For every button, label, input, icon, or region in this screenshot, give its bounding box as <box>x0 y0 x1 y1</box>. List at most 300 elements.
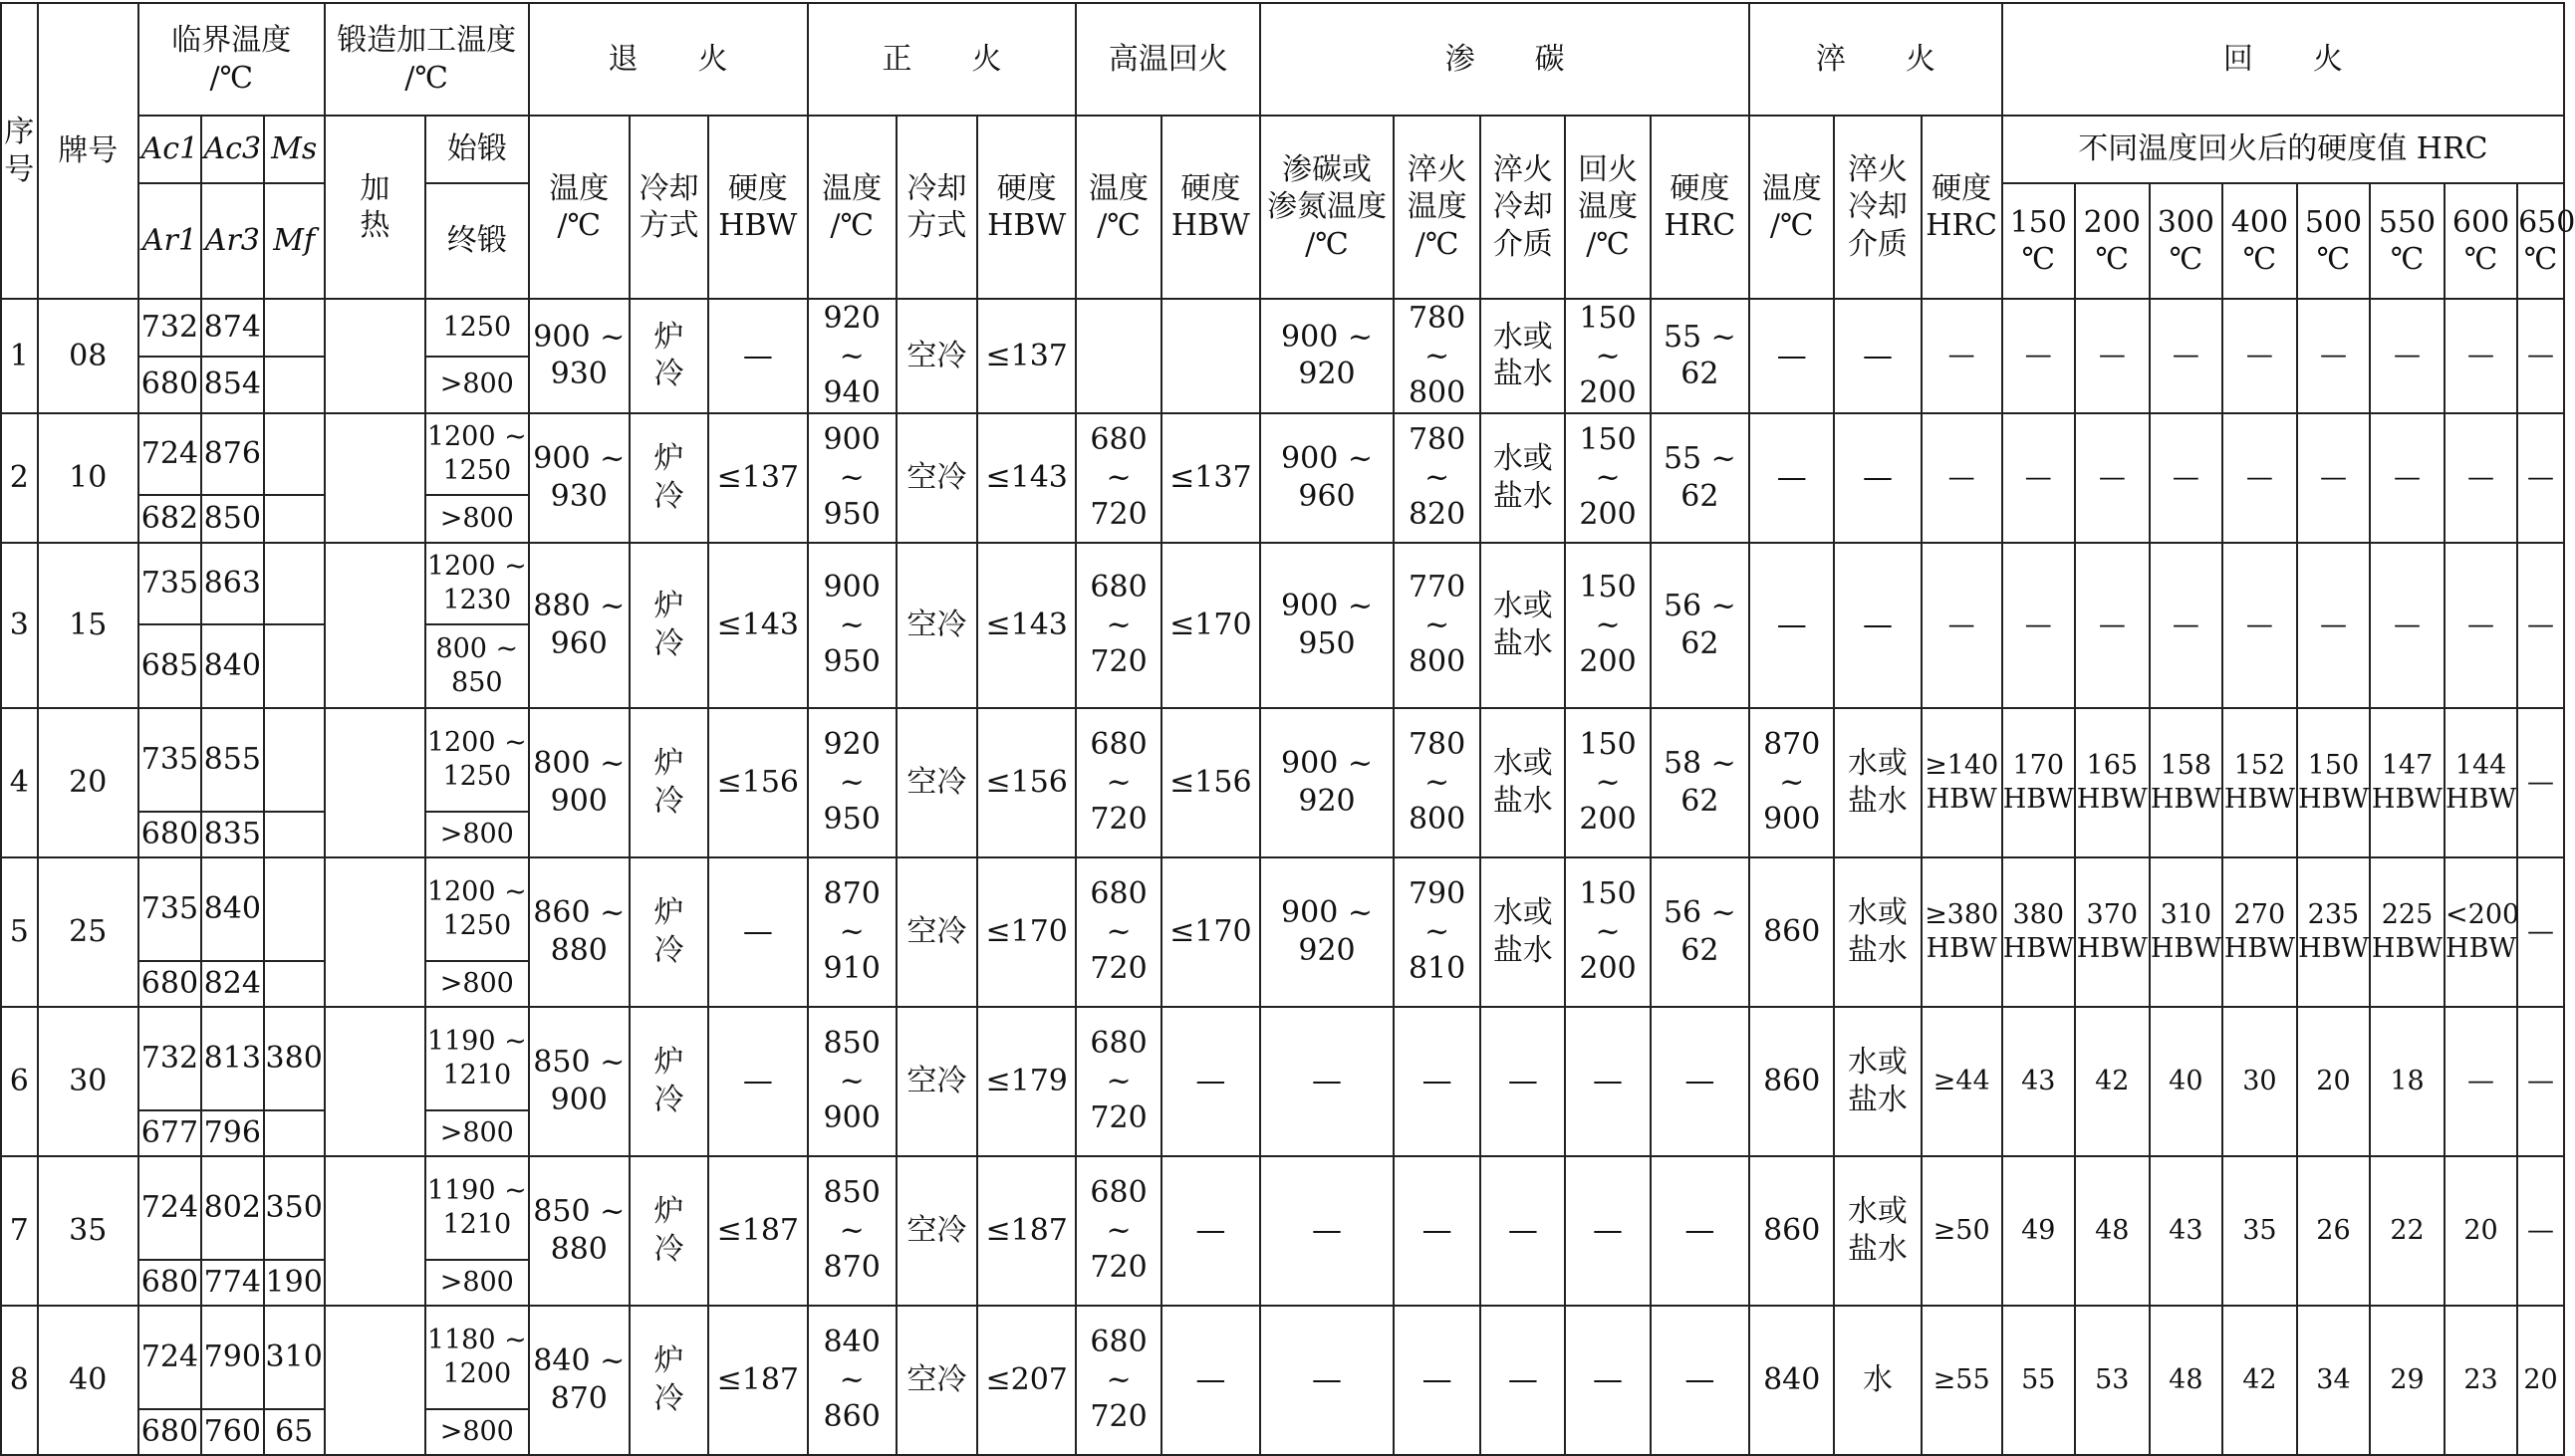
row-anneal-temp: 900 ~ 930 <box>529 413 630 543</box>
row-heating <box>325 708 425 857</box>
header-annealing-temp: 温度 /℃ <box>529 116 630 299</box>
row-end-forging: >800 <box>425 357 528 413</box>
header-high-temp-temp: 温度 /℃ <box>1076 116 1160 299</box>
row-temper-value: 22 <box>2370 1156 2445 1306</box>
header-carb-temp: 渗碳或 渗氮温度 /℃ <box>1260 116 1394 299</box>
heat-treatment-table <box>0 2 2575 1456</box>
row-temper-value: — <box>2370 299 2445 413</box>
row-seq: 3 <box>1 543 38 708</box>
row-mf <box>264 495 325 543</box>
row-temper-value: — <box>2150 413 2222 543</box>
row-ar3: 850 <box>201 495 264 543</box>
row-normal-cooling: 空冷 <box>897 857 977 1007</box>
header-ar3: Ar3 <box>201 183 264 299</box>
row-ac1: 724 <box>138 1306 201 1409</box>
row-temper-value: — <box>2222 413 2297 543</box>
header-annealing-hardness: 硬度 HBW <box>708 116 807 299</box>
row-anneal-temp: 850 ~ 880 <box>529 1156 630 1306</box>
row-mf: 65 <box>264 1409 325 1455</box>
row-mf <box>264 357 325 413</box>
row-start-forging: 1190 ~ 1210 <box>425 1007 528 1110</box>
row-anneal-cooling: 炉 冷 <box>630 543 708 708</box>
row-ac1: 735 <box>138 857 201 961</box>
row-ac3: 874 <box>201 299 264 357</box>
row-anneal-hardness: ≤187 <box>708 1156 807 1306</box>
row-ms <box>264 299 325 357</box>
row-temper-value: — <box>2445 1007 2517 1156</box>
row-heating <box>325 413 425 543</box>
row-quench-hardness: — <box>1922 299 2002 413</box>
table-row <box>1 1156 2564 1260</box>
row-carb-temper: — <box>1565 1007 1650 1156</box>
row-carb-hardness: — <box>1651 1007 1749 1156</box>
row-ac3: 840 <box>201 857 264 961</box>
row-mf <box>264 961 325 1007</box>
row-normal-temp: 850 ~ 900 <box>808 1007 897 1156</box>
row-anneal-temp: 800 ~ 900 <box>529 708 630 857</box>
row-hightemp-hardness: ≤137 <box>1161 413 1260 543</box>
row-seq: 8 <box>1 1306 38 1455</box>
row-anneal-hardness: ≤187 <box>708 1306 807 1455</box>
row-temper-value: — <box>2297 413 2370 543</box>
row-temper-value: — <box>2075 299 2150 413</box>
row-ar3: 760 <box>201 1409 264 1455</box>
row-carb-quench-temp: — <box>1394 1306 1480 1455</box>
row-carb-temp: — <box>1260 1007 1394 1156</box>
row-carb-quench-temp: — <box>1394 1007 1480 1156</box>
row-anneal-cooling: 炉 冷 <box>630 1156 708 1306</box>
row-quench-temp: — <box>1749 413 1834 543</box>
row-carb-quench-temp: — <box>1394 1156 1480 1306</box>
row-temper-value: — <box>2445 299 2517 413</box>
header-temper-500: 500 ℃ <box>2297 183 2370 299</box>
table-row <box>1 413 2564 495</box>
row-carb-temp: 900 ~ 950 <box>1260 543 1394 708</box>
row-ac1: 724 <box>138 1156 201 1260</box>
row-ms: 310 <box>264 1306 325 1409</box>
row-mf <box>264 1110 325 1156</box>
table-row <box>1 708 2564 812</box>
row-carb-medium: — <box>1480 1156 1565 1306</box>
row-temper-value: 34 <box>2297 1306 2370 1455</box>
row-carb-medium: 水或 盐水 <box>1480 299 1565 413</box>
row-quench-hardness: — <box>1922 543 2002 708</box>
row-anneal-temp: 880 ~ 960 <box>529 543 630 708</box>
row-quench-medium: 水 <box>1834 1306 1921 1455</box>
row-normal-temp: 840 ~ 860 <box>808 1306 897 1455</box>
header-critical-temp: 临界温度 /℃ <box>138 3 325 116</box>
row-normal-cooling: 空冷 <box>897 543 977 708</box>
header-temper-300: 300 ℃ <box>2150 183 2222 299</box>
row-quench-temp: 860 <box>1749 857 1834 1007</box>
row-normal-temp: 920 ~ 950 <box>808 708 897 857</box>
header-carb-hardness: 硬度 HRC <box>1651 116 1749 299</box>
row-temper-value: 42 <box>2075 1007 2150 1156</box>
header-start-forging: 始锻 <box>425 116 528 183</box>
row-temper-value: — <box>2370 543 2445 708</box>
header-normalizing-cooling: 冷却 方式 <box>897 116 977 299</box>
row-quench-hardness: — <box>1922 413 2002 543</box>
row-temper-value: — <box>2150 299 2222 413</box>
row-temper-value: 150 HBW <box>2297 708 2370 857</box>
row-temper-value: — <box>2297 299 2370 413</box>
row-ac1: 735 <box>138 708 201 812</box>
row-carb-medium: — <box>1480 1306 1565 1455</box>
row-quench-temp: — <box>1749 299 1834 413</box>
row-carb-temper: 150 ~ 200 <box>1565 857 1650 1007</box>
header-quench-temp: 温度 /℃ <box>1749 116 1834 299</box>
row-temper-value: 152 HBW <box>2222 708 2297 857</box>
row-grade: 15 <box>38 543 138 708</box>
row-anneal-cooling: 炉 冷 <box>630 708 708 857</box>
row-grade: 40 <box>38 1306 138 1455</box>
row-seq: 4 <box>1 708 38 857</box>
row-temper-value: 42 <box>2222 1306 2297 1455</box>
row-carb-temp: — <box>1260 1306 1394 1455</box>
row-temper-value: 165 HBW <box>2075 708 2150 857</box>
row-anneal-temp: 900 ~ 930 <box>529 299 630 413</box>
row-ms <box>264 543 325 624</box>
row-temper-value: — <box>2222 543 2297 708</box>
row-heating <box>325 1306 425 1455</box>
table-row <box>1 1306 2564 1409</box>
row-end-forging: >800 <box>425 1260 528 1306</box>
row-hightemp-temp: 680 ~ 720 <box>1076 1306 1160 1455</box>
row-normal-temp: 900 ~ 950 <box>808 543 897 708</box>
row-ac3: 876 <box>201 413 264 495</box>
row-normal-cooling: 空冷 <box>897 413 977 543</box>
row-temper-value: 48 <box>2075 1156 2150 1306</box>
row-carb-temp: 900 ~ 920 <box>1260 299 1394 413</box>
row-temper-value: 380 HBW <box>2002 857 2075 1007</box>
row-ac3: 790 <box>201 1306 264 1409</box>
row-ms <box>264 413 325 495</box>
row-ac1: 735 <box>138 543 201 624</box>
row-end-forging: >800 <box>425 961 528 1007</box>
row-carb-temper: 150 ~ 200 <box>1565 543 1650 708</box>
header-ac1: Ac1 <box>138 116 201 183</box>
row-normal-hardness: ≤187 <box>977 1156 1076 1306</box>
table-row <box>1 543 2564 624</box>
row-temper-value: 158 HBW <box>2150 708 2222 857</box>
row-ms: 380 <box>264 1007 325 1110</box>
row-hightemp-hardness: — <box>1161 1156 1260 1306</box>
header-annealing: 退 火 <box>529 3 808 116</box>
row-ar1: 680 <box>138 1260 201 1306</box>
row-anneal-cooling: 炉 冷 <box>630 413 708 543</box>
header-ac3: Ac3 <box>201 116 264 183</box>
row-ms <box>264 708 325 812</box>
row-normal-cooling: 空冷 <box>897 299 977 413</box>
row-temper-value: 310 HBW <box>2150 857 2222 1007</box>
row-ms: 350 <box>264 1156 325 1260</box>
row-hightemp-hardness: ≤170 <box>1161 543 1260 708</box>
row-temper-value: — <box>2222 299 2297 413</box>
row-temper-value: — <box>2517 413 2564 543</box>
row-temper-value: — <box>2075 543 2150 708</box>
row-temper-value: 20 <box>2517 1306 2564 1455</box>
header-carb-temper-temp: 回火 温度 /℃ <box>1565 116 1650 299</box>
row-temper-value: — <box>2002 299 2075 413</box>
row-carb-quench-temp: 770 ~ 800 <box>1394 543 1480 708</box>
row-hightemp-temp: 680 ~ 720 <box>1076 708 1160 857</box>
header-annealing-cooling: 冷却 方式 <box>630 116 708 299</box>
row-temper-value: — <box>2517 543 2564 708</box>
row-start-forging: 1250 <box>425 299 528 357</box>
row-carb-hardness: — <box>1651 1306 1749 1455</box>
row-temper-value: — <box>2517 299 2564 413</box>
row-temper-value: — <box>2150 543 2222 708</box>
row-ac3: 855 <box>201 708 264 812</box>
row-anneal-temp: 850 ~ 900 <box>529 1007 630 1156</box>
row-anneal-hardness: — <box>708 1007 807 1156</box>
row-temper-value: — <box>2002 413 2075 543</box>
row-hightemp-hardness: ≤170 <box>1161 857 1260 1007</box>
row-anneal-hardness: — <box>708 299 807 413</box>
row-anneal-hardness: ≤137 <box>708 413 807 543</box>
table-row <box>1 857 2564 961</box>
header-heating: 加 热 <box>325 116 425 299</box>
row-ar1: 680 <box>138 961 201 1007</box>
row-normal-hardness: ≤170 <box>977 857 1076 1007</box>
row-temper-value: — <box>2075 413 2150 543</box>
row-quench-medium: — <box>1834 543 1921 708</box>
row-normal-temp: 900 ~ 950 <box>808 413 897 543</box>
row-heating <box>325 1007 425 1156</box>
row-carb-hardness: 55 ~ 62 <box>1651 413 1749 543</box>
row-quench-temp: 840 <box>1749 1306 1834 1455</box>
row-temper-value: — <box>2445 543 2517 708</box>
row-carb-temp: 900 ~ 920 <box>1260 708 1394 857</box>
row-temper-value: — <box>2002 543 2075 708</box>
row-normal-hardness: ≤207 <box>977 1306 1076 1455</box>
row-start-forging: 1190 ~ 1210 <box>425 1156 528 1260</box>
row-quench-temp: 860 <box>1749 1007 1834 1156</box>
header-carb-quench-temp: 淬火 温度 /℃ <box>1394 116 1480 299</box>
row-hightemp-hardness: — <box>1161 1007 1260 1156</box>
row-ac1: 732 <box>138 299 201 357</box>
row-temper-value: 225 HBW <box>2370 857 2445 1007</box>
row-carb-temp: — <box>1260 1156 1394 1306</box>
row-ac3: 802 <box>201 1156 264 1260</box>
row-ar3: 796 <box>201 1110 264 1156</box>
row-hightemp-temp: 680 ~ 720 <box>1076 543 1160 708</box>
row-start-forging: 1200 ~ 1250 <box>425 857 528 961</box>
header-temper-550: 550 ℃ <box>2370 183 2445 299</box>
row-seq: 1 <box>1 299 38 413</box>
row-ac3: 863 <box>201 543 264 624</box>
row-carb-temper: 150 ~ 200 <box>1565 413 1650 543</box>
row-start-forging: 1200 ~ 1250 <box>425 708 528 812</box>
row-hightemp-hardness <box>1161 299 1260 413</box>
row-temper-value: <200 HBW <box>2445 857 2517 1007</box>
row-anneal-cooling: 炉 冷 <box>630 299 708 413</box>
row-quench-medium: 水或 盐水 <box>1834 708 1921 857</box>
header-seq: 序 号 <box>1 3 38 299</box>
header-high-temp-hardness: 硬度 HBW <box>1161 116 1260 299</box>
row-hightemp-temp: 680 ~ 720 <box>1076 1007 1160 1156</box>
row-carb-temper: 150 ~ 200 <box>1565 708 1650 857</box>
row-carb-medium: 水或 盐水 <box>1480 708 1565 857</box>
row-end-forging: >800 <box>425 1409 528 1455</box>
row-heating <box>325 1156 425 1306</box>
row-temper-value: 235 HBW <box>2297 857 2370 1007</box>
row-temper-value: — <box>2517 857 2564 1007</box>
row-temper-value: 55 <box>2002 1306 2075 1455</box>
header-temper-150: 150 ℃ <box>2002 183 2075 299</box>
row-quench-hardness: ≥50 <box>1922 1156 2002 1306</box>
row-temper-value: — <box>2517 1156 2564 1306</box>
row-anneal-hardness: ≤156 <box>708 708 807 857</box>
row-ac1: 732 <box>138 1007 201 1110</box>
row-hightemp-temp: 680 ~ 720 <box>1076 413 1160 543</box>
header-high-temp-tempering: 高温回火 <box>1076 3 1260 116</box>
header-normalizing-temp: 温度 /℃ <box>808 116 897 299</box>
header-quench-medium: 淬火 冷却 介质 <box>1834 116 1921 299</box>
row-quench-medium: — <box>1834 299 1921 413</box>
header-temper-200: 200 ℃ <box>2075 183 2150 299</box>
row-quench-hardness: ≥140 HBW <box>1922 708 2002 857</box>
row-carb-hardness: 56 ~ 62 <box>1651 543 1749 708</box>
header-carburizing: 渗 碳 <box>1260 3 1749 116</box>
row-carb-quench-temp: 790 ~ 810 <box>1394 857 1480 1007</box>
row-temper-value: 29 <box>2370 1306 2445 1455</box>
row-temper-value: — <box>2517 1007 2564 1156</box>
row-normal-temp: 920 ~ 940 <box>808 299 897 413</box>
row-quench-hardness: ≥55 <box>1922 1306 2002 1455</box>
header-temper-hardness-title: 不同温度回火后的硬度值 HRC <box>2002 116 2564 183</box>
row-normal-cooling: 空冷 <box>897 1156 977 1306</box>
row-ar1: 685 <box>138 624 201 708</box>
row-grade: 10 <box>38 413 138 543</box>
row-ar1: 680 <box>138 357 201 413</box>
row-temper-value: 26 <box>2297 1156 2370 1306</box>
row-normal-cooling: 空冷 <box>897 708 977 857</box>
row-temper-value: 49 <box>2002 1156 2075 1306</box>
row-seq: 7 <box>1 1156 38 1306</box>
header-mf: Mf <box>264 183 325 299</box>
row-start-forging: 1200 ~ 1230 <box>425 543 528 624</box>
row-ac3: 813 <box>201 1007 264 1110</box>
row-ar3: 840 <box>201 624 264 708</box>
row-quench-medium: 水或 盐水 <box>1834 1007 1921 1156</box>
header-quench-hardness: 硬度 HRC <box>1922 116 2002 299</box>
row-quench-hardness: ≥380 HBW <box>1922 857 2002 1007</box>
row-carb-medium: 水或 盐水 <box>1480 857 1565 1007</box>
row-anneal-temp: 840 ~ 870 <box>529 1306 630 1455</box>
row-temper-value: 43 <box>2002 1007 2075 1156</box>
row-seq: 5 <box>1 857 38 1007</box>
header-temper-650: 650 ℃ <box>2517 183 2564 299</box>
header-ms: Ms <box>264 116 325 183</box>
row-temper-value: — <box>2517 708 2564 857</box>
row-quench-temp: 860 <box>1749 1156 1834 1306</box>
row-carb-hardness: — <box>1651 1156 1749 1306</box>
row-normal-hardness: ≤156 <box>977 708 1076 857</box>
row-normal-cooling: 空冷 <box>897 1007 977 1156</box>
header-temper-600: 600 ℃ <box>2445 183 2517 299</box>
row-temper-value: 48 <box>2150 1306 2222 1455</box>
row-heating <box>325 543 425 708</box>
row-hightemp-hardness: — <box>1161 1306 1260 1455</box>
row-temper-value: 147 HBW <box>2370 708 2445 857</box>
row-grade: 08 <box>38 299 138 413</box>
row-carb-temp: 900 ~ 920 <box>1260 857 1394 1007</box>
row-carb-hardness: 55 ~ 62 <box>1651 299 1749 413</box>
row-temper-value: 20 <box>2445 1156 2517 1306</box>
row-heating <box>325 299 425 413</box>
row-ar1: 682 <box>138 495 201 543</box>
row-ac1: 724 <box>138 413 201 495</box>
row-carb-hardness: 56 ~ 62 <box>1651 857 1749 1007</box>
row-temper-value: 370 HBW <box>2075 857 2150 1007</box>
row-carb-medium: 水或 盐水 <box>1480 543 1565 708</box>
row-anneal-hardness: — <box>708 857 807 1007</box>
row-grade: 30 <box>38 1007 138 1156</box>
row-grade: 20 <box>38 708 138 857</box>
row-temper-value: 35 <box>2222 1156 2297 1306</box>
row-quench-temp: — <box>1749 543 1834 708</box>
row-normal-hardness: ≤137 <box>977 299 1076 413</box>
row-temper-value: 23 <box>2445 1306 2517 1455</box>
header-normalizing: 正 火 <box>808 3 1077 116</box>
row-start-forging: 1180 ~ 1200 <box>425 1306 528 1409</box>
row-ar3: 824 <box>201 961 264 1007</box>
table-row <box>1 299 2564 357</box>
row-quench-medium: — <box>1834 413 1921 543</box>
row-temper-value: 20 <box>2297 1007 2370 1156</box>
header-forging-temp: 锻造加工温度 /℃ <box>325 3 529 116</box>
row-carb-temper: 150 ~ 200 <box>1565 299 1650 413</box>
row-ar1: 680 <box>138 812 201 857</box>
row-normal-hardness: ≤179 <box>977 1007 1076 1156</box>
row-grade: 35 <box>38 1156 138 1306</box>
header-temper-400: 400 ℃ <box>2222 183 2297 299</box>
header-end-forging: 终锻 <box>425 183 528 299</box>
row-mf <box>264 812 325 857</box>
row-ar3: 854 <box>201 357 264 413</box>
row-temper-value: 170 HBW <box>2002 708 2075 857</box>
row-temper-value: 40 <box>2150 1007 2222 1156</box>
row-anneal-cooling: 炉 冷 <box>630 1007 708 1156</box>
row-mf: 190 <box>264 1260 325 1306</box>
row-anneal-cooling: 炉 冷 <box>630 1306 708 1455</box>
row-seq: 6 <box>1 1007 38 1156</box>
row-ms <box>264 857 325 961</box>
row-temper-value: — <box>2370 413 2445 543</box>
row-temper-value: — <box>2297 543 2370 708</box>
row-normal-hardness: ≤143 <box>977 543 1076 708</box>
row-normal-temp: 850 ~ 870 <box>808 1156 897 1306</box>
header-carb-quench-medium: 淬火 冷却 介质 <box>1480 116 1565 299</box>
row-seq: 2 <box>1 413 38 543</box>
row-grade: 25 <box>38 857 138 1007</box>
header-quenching: 淬 火 <box>1749 3 2002 116</box>
header-normalizing-hardness: 硬度 HBW <box>977 116 1076 299</box>
row-ar1: 680 <box>138 1409 201 1455</box>
row-carb-quench-temp: 780 ~ 820 <box>1394 413 1480 543</box>
row-start-forging: 1200 ~ 1250 <box>425 413 528 495</box>
row-end-forging: >800 <box>425 495 528 543</box>
row-temper-value: 270 HBW <box>2222 857 2297 1007</box>
row-hightemp-temp: 680 ~ 720 <box>1076 1156 1160 1306</box>
row-normal-hardness: ≤143 <box>977 413 1076 543</box>
header-tempering: 回 火 <box>2002 3 2564 116</box>
row-carb-temper: — <box>1565 1156 1650 1306</box>
row-carb-temp: 900 ~ 960 <box>1260 413 1394 543</box>
row-temper-value: 30 <box>2222 1007 2297 1156</box>
row-hightemp-hardness: ≤156 <box>1161 708 1260 857</box>
